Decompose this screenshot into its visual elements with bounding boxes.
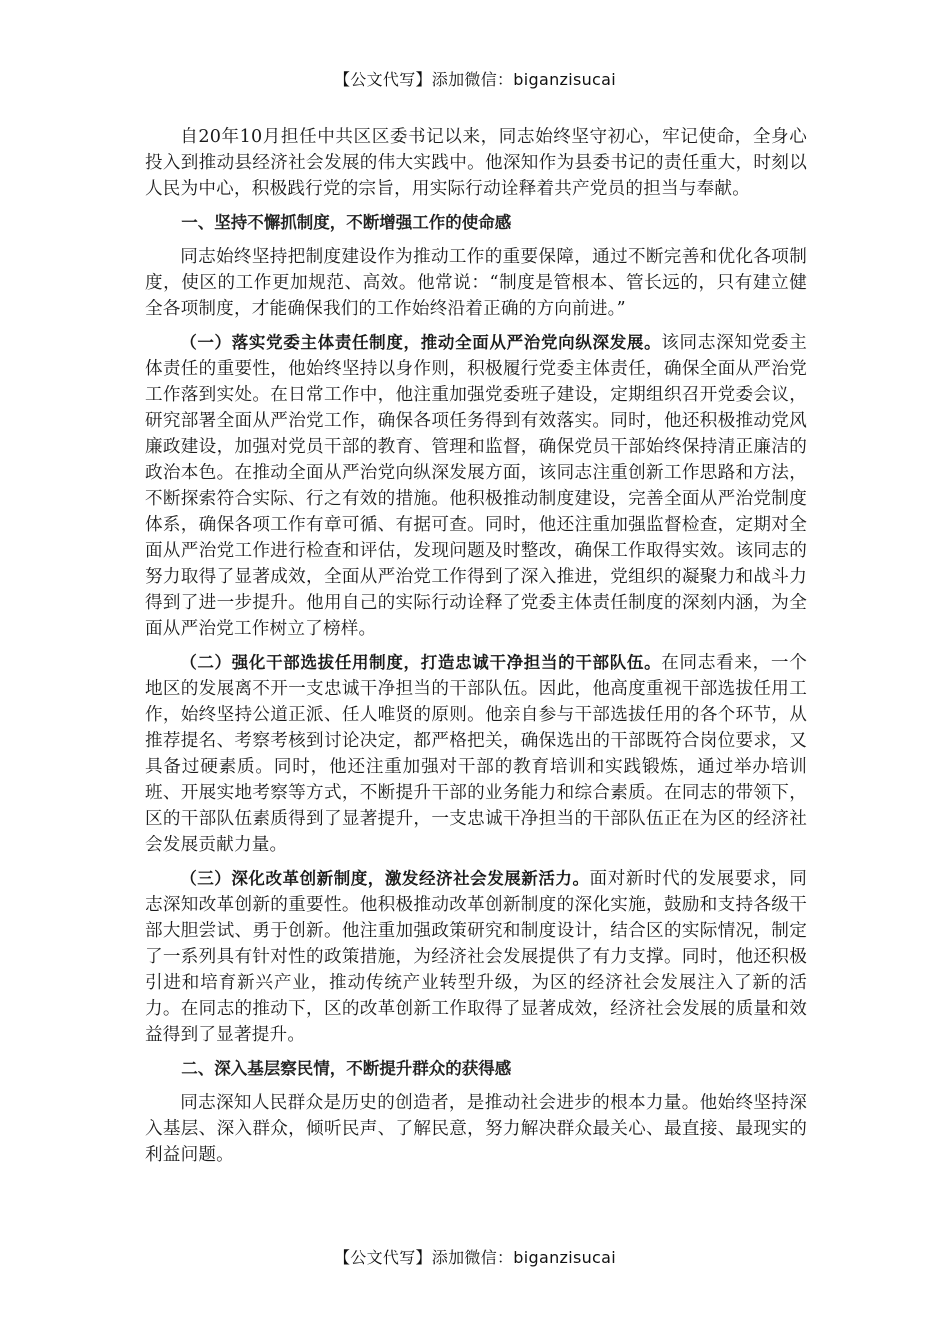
section-1-item-3	[145, 866, 807, 1048]
section-1-intro: 同志始终坚持把制度建设作为推动工作的重要保障，通过不断完善和优化各项制度，使区的工作更加规范、高效。他常说：“制度是管根本、管长远的，只有建立健全各项制度，才能确保我们的工作始终沿着正确的方向前进。”	[145, 247, 807, 319]
page-footer-watermark: 【公文代写】添加微信：biganzisucai	[334, 1248, 616, 1267]
section-2-heading: 二、深入基层察民情，不断提升群众的获得感	[181, 1059, 512, 1078]
page-header-watermark: 【公文代写】添加微信：biganzisucai	[334, 70, 616, 89]
intro-paragraph: 自20年10月担任中共区区委书记以来，同志始终坚守初心，牢记使命，全身心投入到推动县经济社会发展的伟大实践中。他深知作为县委书记的责任重大，时刻以人民为中心，积极践行党的宗旨，用实际行动诠释着共产党员的担当与奉献。	[145, 127, 807, 199]
document-body	[145, 124, 807, 1176]
section-1-heading: 一、坚持不懈抓制度，不断增强工作的使命感	[181, 213, 512, 232]
section-1-item-1	[145, 330, 807, 642]
section-1-item-2	[145, 650, 807, 858]
item-3-lead: （三）深化改革创新制度，激发经济社会发展新活力。	[180, 869, 590, 888]
item-3-body: 面对新时代的发展要求，同志深知改革创新的重要性。他积极推动改革创新制度的深化实施，鼓励和支持各级干部大胆尝试、勇于创新。他注重加强政策研究和制度设计，结合区的实际情况，制定了一系列具有针对性的政策措施，为经济社会发展提供了有力支撑。同时，他还积极引进和培育新兴产业，推动传统产业转型升级，为区的经济社会发展注入了新的活力。在同志的推动下，区的改革创新工作取得了显著成效，经济社会发展的质量和效益得到了显著提升。	[145, 869, 807, 1045]
item-1-lead: （一）落实党委主体责任制度，推动全面从严治党向纵深发展。	[180, 333, 662, 352]
item-1-body: 该同志深知党委主体责任的重要性，他始终坚持以身作则，积极履行党委主体责任，确保全面从严治党工作落到实处。在日常工作中，他注重加强党委班子建设，定期组织召开党委会议，研究部署全面从严治党工作，确保各项任务得到有效落实。同时，他还积极推动党风廉政建设，加强对党员干部的教育、管理和监督，确保党员干部始终保持清正廉洁的政治本色。在推动全面从严治党向纵深发展方面，该同志注重创新工作思路和方法，不断探索符合实际、行之有效的措施。他积极推动制度建设，完善全面从严治党制度体系，确保各项工作有章可循、有据可查。同时，他还注重加强监督检查，定期对全面从严治党工作进行检查和评估，发现问题及时整改，确保工作取得实效。该同志的努力取得了显著成效，全面从严治党工作得到了深入推进，党组织的凝聚力和战斗力得到了进一步提升。他用自己的实际行动诠释了党委主体责任制度的深刻内涵，为全面从严治党工作树立了榜样。	[145, 333, 807, 639]
item-2-body: 在同志看来，一个地区的发展离不开一支忠诚干净担当的干部队伍。因此，他高度重视干部选拔任用工作，始终坚持公道正派、任人唯贤的原则。他亲自参与干部选拔任用的各个环节，从推荐提名、考察考核到讨论决定，都严格把关，确保选出的干部既符合岗位要求，又具备过硬素质。同时，他还注重加强对干部的教育培训和实践锻炼，通过举办培训班、开展实地考察等方式，不断提升干部的业务能力和综合素质。在同志的带领下，区的干部队伍素质得到了显著提升，一支忠诚干净担当的干部队伍正在为区的经济社会发展贡献力量。	[145, 653, 807, 855]
item-2-lead: （二）强化干部选拔任用制度，打造忠诚干净担当的干部队伍。	[180, 653, 662, 672]
section-2-intro: 同志深知人民群众是历史的创造者，是推动社会进步的根本力量。他始终坚持深入基层、深入群众，倾听民声、了解民意，努力解决群众最关心、最直接、最现实的利益问题。	[145, 1093, 807, 1165]
